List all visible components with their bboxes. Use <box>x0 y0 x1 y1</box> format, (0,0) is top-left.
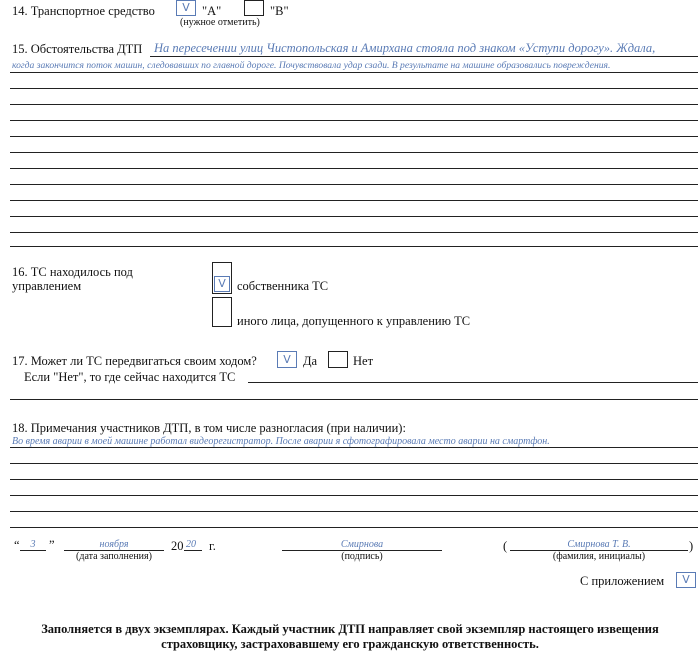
rule-line <box>10 184 698 185</box>
year-suffix: 20 <box>186 539 196 550</box>
date-day: 3 <box>30 539 36 550</box>
vehicle-a-label: "А" <box>202 4 222 18</box>
owner-label: собственника ТС <box>237 279 329 293</box>
date-caption: (дата заполнения) <box>76 551 152 562</box>
rule-line <box>10 479 698 480</box>
notice-line-1: Заполняется в двух экземплярах. Каждый участник ДТП направляет свой экземпляр настоящего извещения <box>41 622 659 636</box>
section-16-label-2: управлением <box>12 279 82 293</box>
name-caption: (фамилия, инициалы) <box>552 551 646 562</box>
vehicle-b-checkbox[interactable] <box>244 0 264 16</box>
rule-line <box>10 104 698 105</box>
rule-line <box>10 216 698 217</box>
signature-caption: (подпись) <box>341 551 383 562</box>
date-month: ноября <box>99 539 129 550</box>
vehicle-a-checkbox[interactable]: V <box>176 0 196 16</box>
rule-line <box>10 447 698 448</box>
date-day-line <box>20 550 46 551</box>
vehicle-location-line[interactable] <box>248 382 698 383</box>
other-driver-checkbox[interactable] <box>212 297 232 327</box>
can-move-no-checkbox[interactable] <box>328 351 348 368</box>
attachment-label: С приложением <box>580 574 665 588</box>
quote-close: ” <box>49 538 55 552</box>
signature: Смирнова <box>340 539 384 550</box>
section-16-label-1: 16. ТС находилось под <box>12 265 133 279</box>
vehicle-location-label: Если "Нет", то где сейчас находится ТС <box>24 370 236 384</box>
rule-line <box>10 527 698 528</box>
rule-line <box>10 152 698 153</box>
other-driver-label: иного лица, допущенного к управлению ТС <box>237 314 471 328</box>
rule-line <box>10 136 698 137</box>
can-move-yes-label: Да <box>303 354 318 368</box>
owner-check-mark: V <box>214 276 230 292</box>
rule-line <box>10 495 698 496</box>
rule-line <box>10 200 698 201</box>
section-14-label: 14. Транспортное средство <box>12 4 155 18</box>
year-prefix: 20 <box>171 539 184 553</box>
rule-line <box>10 511 698 512</box>
section-15-label: 15. Обстоятельства ДТП <box>12 42 143 56</box>
remarks-text: Во время аварии в моей машине работал видеорегистратор. После аварии я сфотографировала место аварии на смартфон. <box>12 436 550 447</box>
section-18-label: 18. Примечания участников ДТП, в том числе разногласия (при наличии): <box>12 421 406 435</box>
paren-close: ) <box>689 539 694 553</box>
vehicle-b-label: "В" <box>270 4 289 18</box>
rule-line <box>10 120 698 121</box>
year-unit: г. <box>209 539 216 553</box>
circumstances-line-1: На пересечении улиц Чистопольская и Амирхана стояла под знаком «Уступи дорогу». Ждала, <box>154 41 656 55</box>
can-move-no-label: Нет <box>353 354 374 368</box>
paren-open: ( <box>503 539 508 553</box>
year-line <box>184 550 202 551</box>
section-17-question: 17. Может ли ТС передвигаться своим ходом? <box>12 354 257 368</box>
rule-line <box>150 56 698 57</box>
rule-line <box>10 463 698 464</box>
rule-line <box>10 399 698 400</box>
rule-line <box>10 168 698 169</box>
can-move-yes-checkbox[interactable]: V <box>277 351 297 368</box>
attachment-checkbox[interactable]: V <box>676 572 696 588</box>
rule-line <box>10 246 698 247</box>
rule-line <box>10 232 698 233</box>
notice-line-2: страховщику, застраховавшему его гражданскую ответственность. <box>161 637 539 651</box>
rule-line <box>10 72 698 73</box>
quote-open: “ <box>14 538 20 552</box>
rule-line <box>10 88 698 89</box>
vehicle-note: (нужное отметить) <box>180 17 260 28</box>
full-name: Смирнова Т. В. <box>567 539 631 550</box>
circumstances-line-2: когда закончится поток машин, следовавших по главной дороге. Почувствовала удар сзади. В результате на машине образовались повреждения. <box>12 60 611 71</box>
